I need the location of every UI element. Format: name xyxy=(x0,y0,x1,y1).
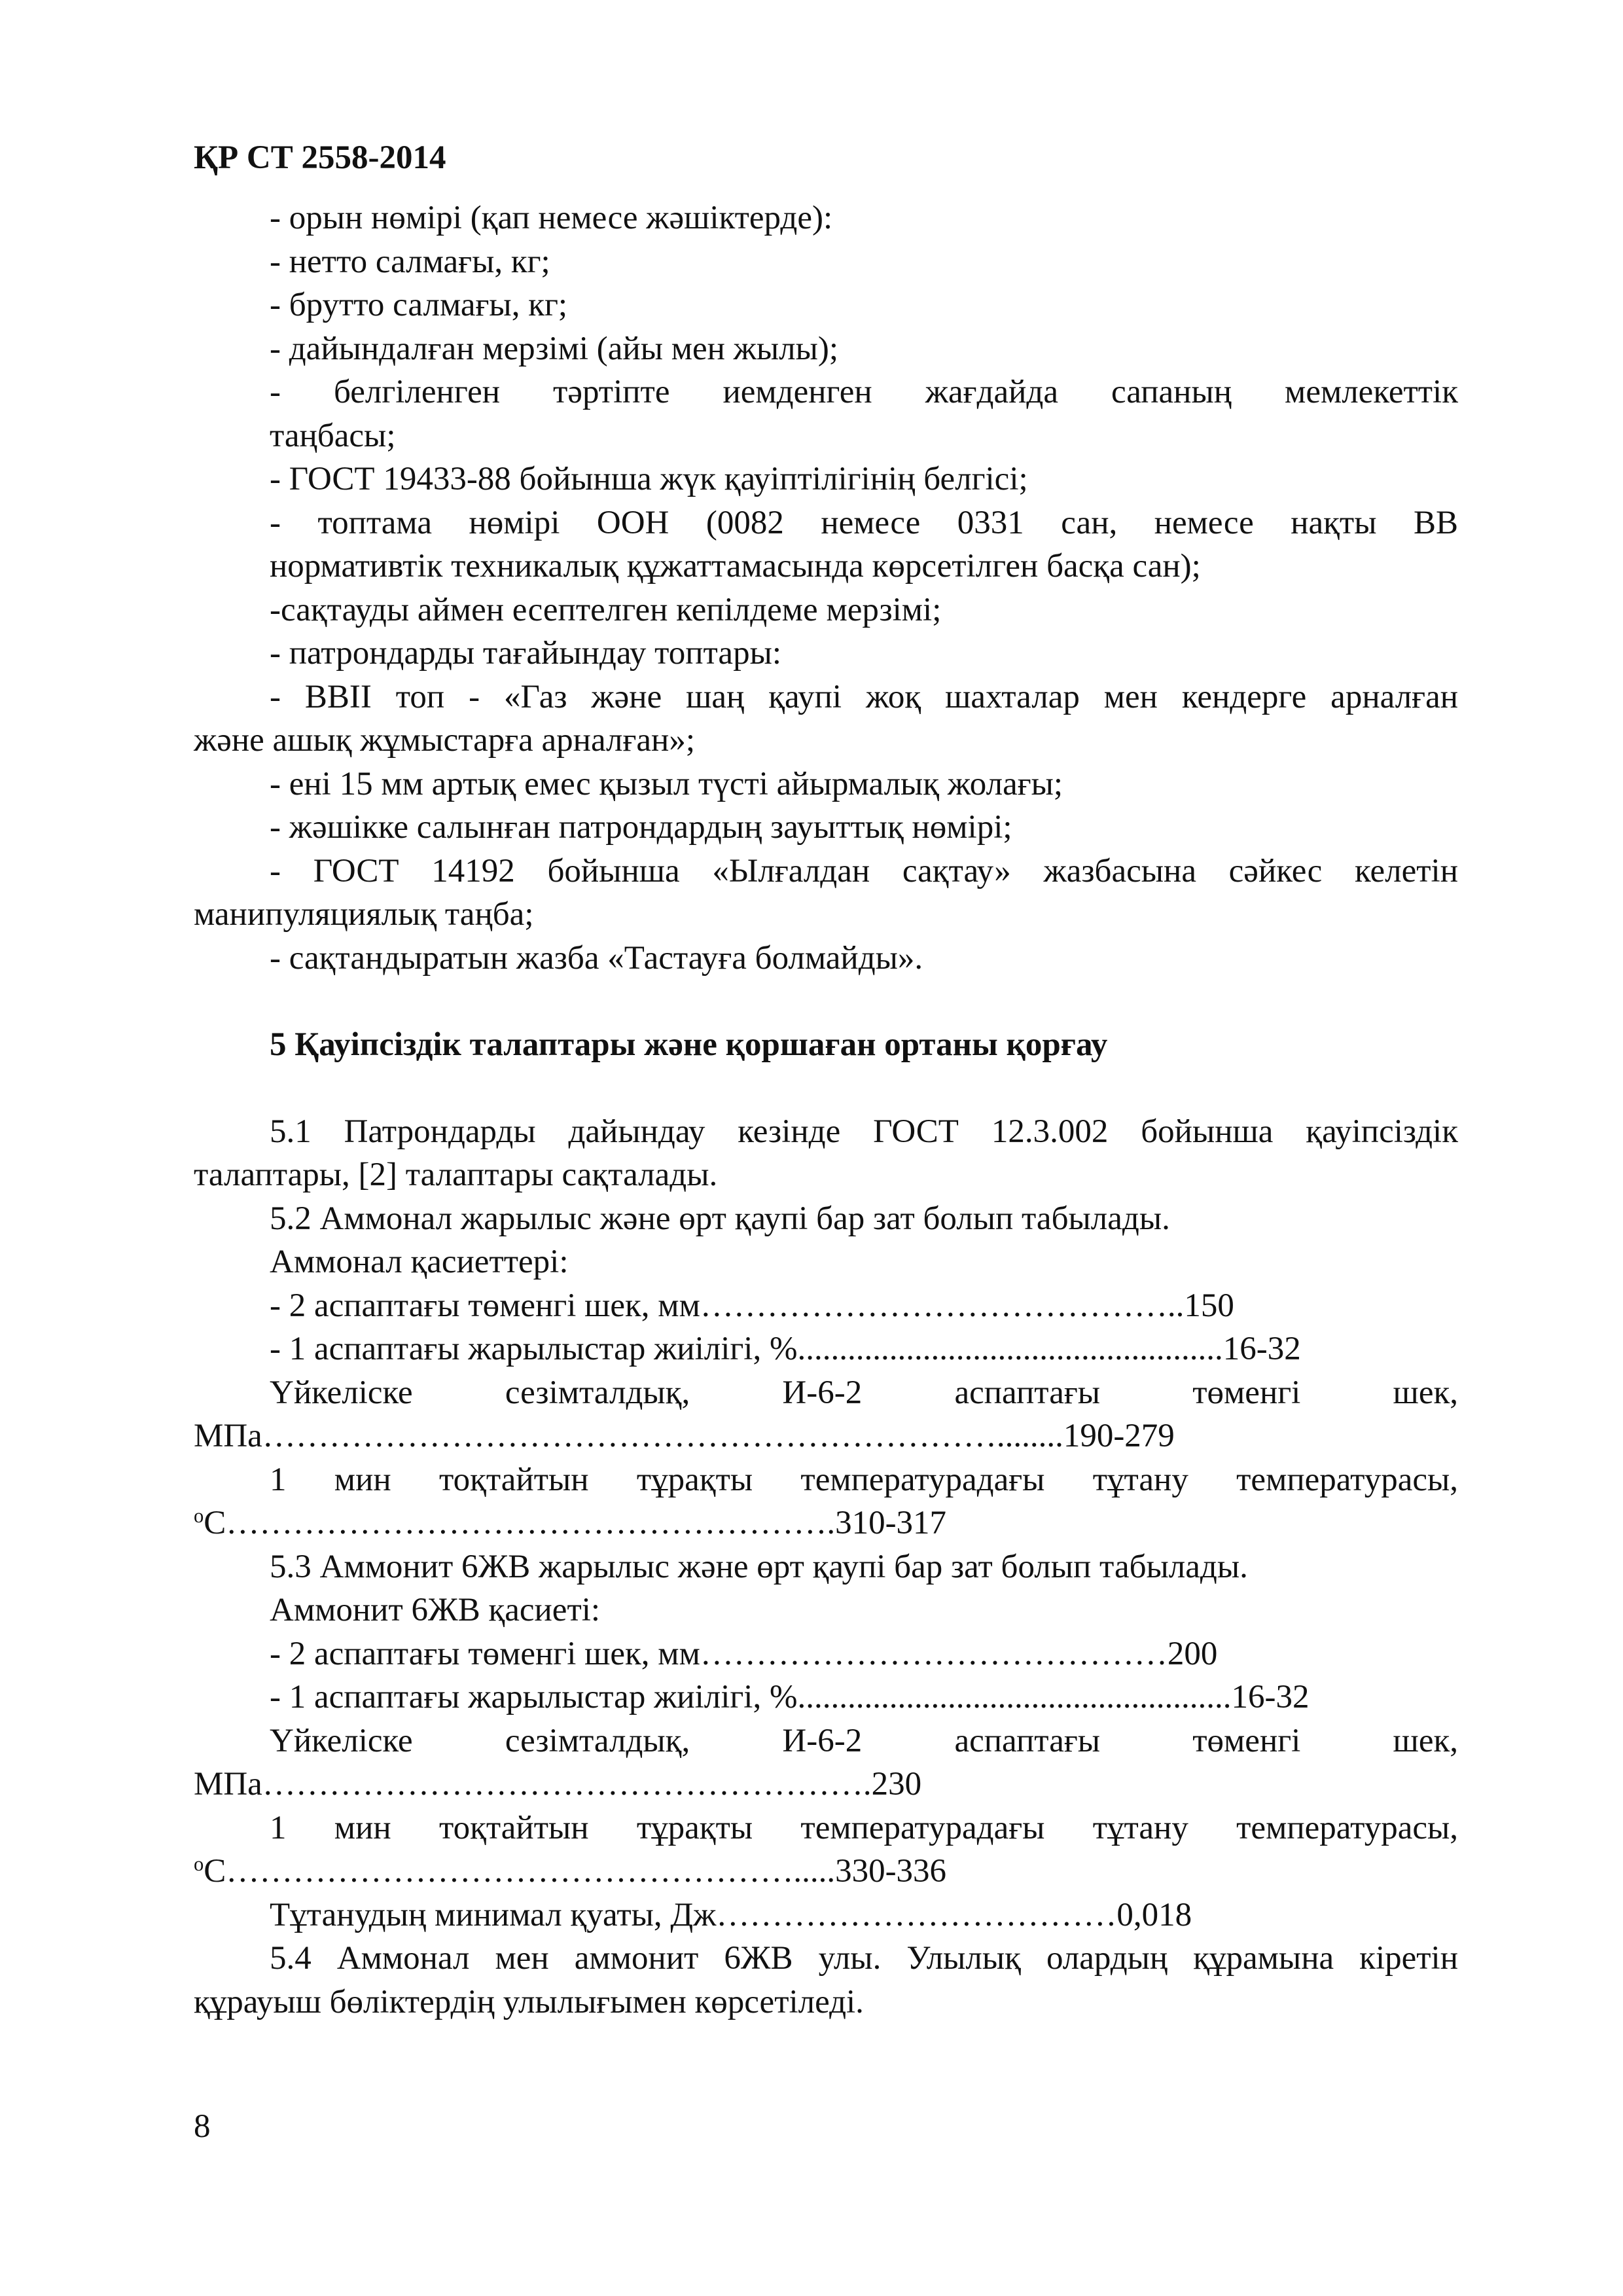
standard-header: ҚР СТ 2558-2014 xyxy=(194,139,446,176)
section-heading: 5 Қауіпсіздік талаптары және қоршаған ортаны қорғау xyxy=(270,1026,1108,1063)
list-item: - орын нөмірі (қап немесе жәшіктерде): xyxy=(270,200,833,236)
ammonal-property: - 2 аспаптағы төменгі шек, мм……………………………………..150 xyxy=(270,1287,1234,1324)
list-item: - ені 15 мм артық емес қызыл түсті айырмалық жолағы; xyxy=(270,765,1063,802)
ammonite-property: - 2 аспаптағы төменгі шек, мм……………………………………200 xyxy=(270,1635,1218,1672)
degree-mark: о xyxy=(194,1853,204,1876)
list-item: - ГОСТ 19433-88 бойынша жүк қауіптілігінің белгісі; xyxy=(270,461,1028,497)
ammonite-properties-title: Аммонит 6ЖВ қасиеті: xyxy=(270,1592,601,1628)
list-item: - ГОСТ 14192 бойынша «Ылғалдан сақтау» жазбасына сәйкес келетін xyxy=(270,852,1458,889)
list-item-continuation: манипуляциялық таңба; xyxy=(194,896,534,933)
list-item: - патрондарды тағайындау топтары: xyxy=(270,635,782,672)
ammonal-property-continuation: МПа…………………………………………………………........190-279 xyxy=(194,1418,1175,1454)
ammonite-property: Үйкеліске сезімталдық, И-6-2 аспаптағы төменгі шек, xyxy=(270,1722,1458,1759)
paragraph-5-3: 5.3 Аммонит 6ЖВ жарылыс және өрт қаупі бар зат болып табылады. xyxy=(270,1548,1248,1585)
degree-mark: о xyxy=(194,1505,204,1528)
ammonal-property: 1 мин тоқтайтын тұрақты температурадағы тұтану температурасы, xyxy=(270,1461,1458,1498)
list-item: - белгіленген тәртіпте иемденген жағдайда сапаның мемлекеттік xyxy=(270,374,1458,410)
list-item: -сақтауды аймен есептелген кепілдеме мерзімі; xyxy=(270,591,942,628)
list-item: - топтама нөмірі ООН (0082 немесе 0331 сан, немесе нақты ВВ xyxy=(270,504,1458,541)
ammonite-ignition-value: С…………………………………………….....330-336 xyxy=(204,1853,947,1890)
ammonal-ignition-value: С……………………………………………….310-317 xyxy=(204,1505,947,1541)
ammonite-property: 1 мин тоқтайтын тұрақты температурадағы тұтану температурасы, xyxy=(270,1809,1458,1846)
list-item-continuation: таңбасы; xyxy=(270,417,396,454)
ammonite-property: Тұтанудың минимал қуаты, Дж………………………………0,018 xyxy=(270,1896,1192,1933)
ammonal-property-continuation xyxy=(194,1501,1458,1545)
paragraph-5-4-continuation: құрауыш бөліктердің улылығымен көрсетіледі. xyxy=(194,1983,864,2020)
paragraph-5-4: 5.4 Аммонал мен аммонит 6ЖВ улы. Улылық олардың құрамына кіретін xyxy=(270,1940,1458,1977)
list-item: - нетто салмағы, кг; xyxy=(270,243,550,280)
ammonite-property-continuation: МПа……………………………………………….230 xyxy=(194,1766,922,1803)
ammonite-property-continuation xyxy=(194,1850,1458,1893)
ammonal-property: Үйкеліске сезімталдық, И-6-2 аспаптағы төменгі шек, xyxy=(270,1374,1458,1411)
ammonite-property: - 1 аспаптағы жарылыстар жиілігі, %....................................................16-32 xyxy=(270,1679,1310,1715)
paragraph-5-1-continuation: талаптары, [2] талаптары сақталады. xyxy=(194,1157,718,1193)
list-item-continuation: және ашық жұмыстарға арналған»; xyxy=(194,722,695,759)
list-item: - сақтандыратын жазба «Тастауға болмайды». xyxy=(270,939,923,977)
ammonal-property: - 1 аспаптағы жарылыстар жиілігі, %...................................................16-32 xyxy=(270,1331,1301,1367)
ammonal-properties-title: Аммонал қасиеттері: xyxy=(270,1244,569,1280)
list-item-continuation: нормативтік техникалық құжаттамасында көрсетілген басқа сан); xyxy=(270,548,1201,584)
paragraph-5-2: 5.2 Аммонал жарылыс және өрт қаупі бар зат болып табылады. xyxy=(270,1200,1170,1237)
paragraph-5-1: 5.1 Патрондарды дайындау кезінде ГОСТ 12.3.002 бойынша қауіпсіздік xyxy=(270,1113,1458,1150)
list-item: - ВВII топ - «Газ және шаң қаупі жоқ шахталар мен кендерге арналған xyxy=(270,678,1458,715)
body-text xyxy=(194,196,1458,2024)
page-number: 8 xyxy=(194,2108,211,2145)
list-item: - дайындалған мерзімі (айы мен жылы); xyxy=(270,330,839,367)
list-item: - жәшікке салынған патрондардың зауыттық нөмірі; xyxy=(270,809,1012,846)
list-item: - брутто салмағы, кг; xyxy=(270,287,568,323)
